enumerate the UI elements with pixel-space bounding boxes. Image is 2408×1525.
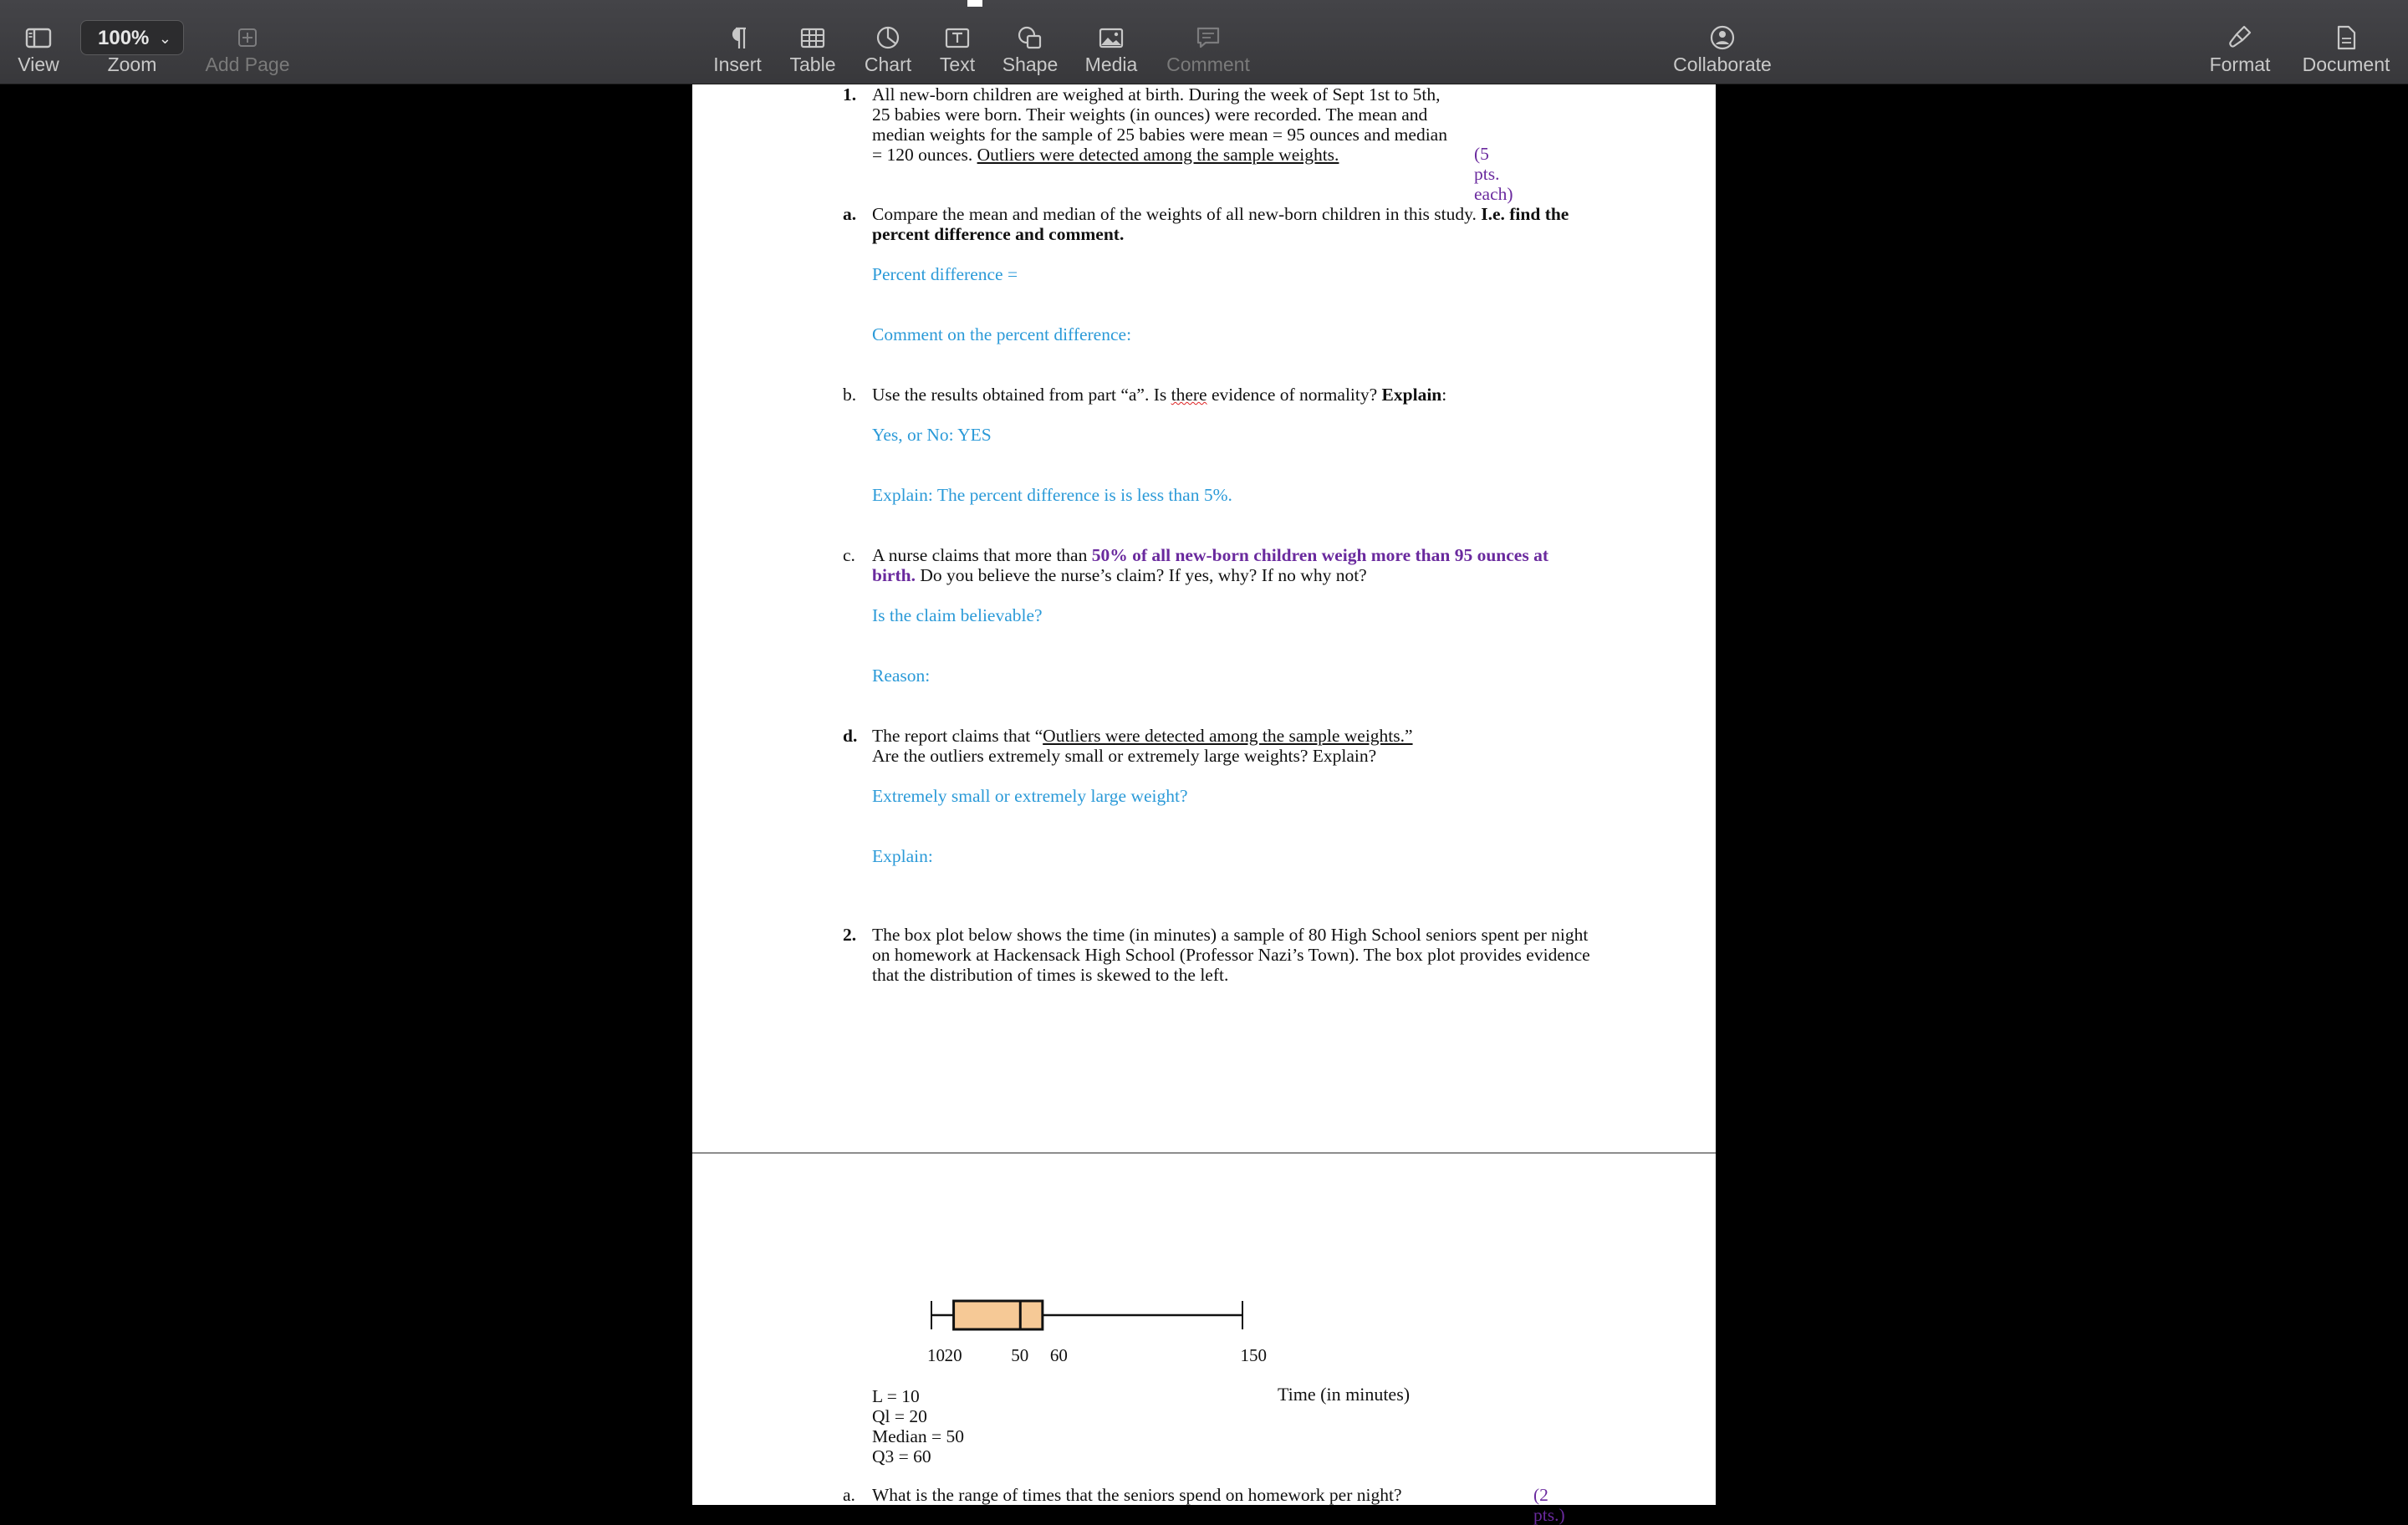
add-page-label: Add Page [205, 54, 290, 75]
points-label: (5 pts. each) [1474, 144, 1513, 204]
stat-line: L = 10 [872, 1386, 920, 1406]
part-text-colon: : [1441, 385, 1447, 405]
text-button[interactable] [928, 0, 987, 84]
text-box-icon [943, 23, 972, 52]
answer-small-large[interactable]: Extremely small or extremely large weight? [872, 786, 1188, 806]
image-icon [1097, 23, 1125, 52]
insert-button[interactable] [702, 0, 773, 84]
part-text-bold: Explain [1381, 385, 1442, 405]
part-text-main: The report claims that “ [872, 726, 1043, 746]
page-divider [692, 1152, 1716, 1154]
add-page-icon [233, 23, 262, 52]
zoom-value: 100% [98, 27, 150, 49]
media-button[interactable] [1074, 0, 1149, 84]
text-label: Text [939, 54, 976, 75]
shape-label: Shape [1002, 54, 1059, 75]
chart-label: Chart [864, 54, 912, 75]
box-plot-axis [893, 1345, 1278, 1370]
add-page-button[interactable] [197, 0, 298, 84]
paragraph-icon [723, 23, 752, 52]
spellcheck-word[interactable]: there [1171, 385, 1207, 405]
question-number: 1. [843, 84, 857, 105]
answer-believable[interactable]: Is the claim believable? [872, 605, 1043, 625]
part-text [872, 385, 1591, 405]
stat-line: Q3 = 60 [872, 1446, 931, 1466]
document-page[interactable] [692, 84, 1716, 1525]
tick-label: 60 [1049, 1345, 1068, 1365]
part-label: d. [843, 726, 858, 746]
part-text-highlight: 50% of all new-born children weigh more than 95 ounces at birth. [872, 545, 1548, 585]
view-button[interactable] [10, 0, 67, 84]
part-text [872, 545, 1574, 585]
part-text-post: Do you believe the nurse’s claim? If yes, why? If no why not? [920, 565, 1367, 585]
tick-label: 20 [944, 1345, 962, 1365]
tick-label: 50 [1011, 1345, 1029, 1365]
window-indicator [967, 0, 982, 7]
part-text-main: A nurse claims that more than [872, 545, 1088, 565]
comment-label: Comment [1166, 54, 1250, 75]
sidebar-icon [24, 23, 53, 52]
zoom-button[interactable] [94, 0, 171, 84]
collaborate-button[interactable] [1664, 0, 1781, 84]
stat-line: Ql = 20 [872, 1406, 927, 1426]
tick-label: 10 [927, 1345, 945, 1365]
part-text-post: evidence of normality? [1211, 385, 1378, 405]
chart-icon [874, 23, 902, 52]
iqr-box [954, 1301, 1043, 1329]
document-icon [2332, 23, 2360, 52]
part-text: What is the range of times that the seniors spend on homework per night? [872, 1485, 1402, 1505]
answer-reason[interactable]: Reason: [872, 666, 931, 686]
box-plot-stats [872, 1386, 964, 1466]
part-label: a. [843, 1485, 855, 1505]
part-text-main: Compare the mean and median of the weights of all new-born children in this study. [872, 204, 1477, 224]
answer-explain[interactable]: Explain: The percent difference is is less than 5%. [872, 485, 1232, 505]
part-label: b. [843, 385, 857, 405]
paintbrush-icon [2226, 23, 2254, 52]
answer-explain[interactable]: Explain: [872, 846, 933, 866]
part-text-underlined: Outliers were detected among the sample weights.” [1043, 726, 1413, 746]
part-label: c. [843, 545, 855, 565]
chevron-down-icon: ⌄ [158, 30, 171, 47]
answer-percent-difference[interactable]: Percent difference = [872, 264, 1018, 284]
document-button[interactable] [2294, 0, 2398, 84]
document-label: Document [2302, 54, 2390, 75]
question-text [872, 84, 1449, 165]
question-underlined: Outliers were detected among the sample weights. [977, 145, 1339, 165]
part-text [872, 204, 1591, 244]
stat-line: Median = 50 [872, 1426, 965, 1446]
collaborate-label: Collaborate [1673, 54, 1772, 75]
answer-comment[interactable]: Comment on the percent difference: [872, 324, 1132, 344]
points-label: (2 pts.) [1533, 1485, 1565, 1525]
table-label: Table [789, 54, 836, 75]
format-button[interactable] [2202, 0, 2278, 84]
shape-icon [1016, 23, 1044, 52]
toolbar [0, 0, 2408, 84]
part-text-main: Use the results obtained from part “a”. Is [872, 385, 1167, 405]
table-icon [798, 23, 827, 52]
format-label: Format [2209, 54, 2271, 75]
tick-label: 150 [1240, 1345, 1267, 1365]
media-label: Media [1084, 54, 1138, 75]
collaborate-icon [1708, 23, 1737, 52]
part-text-post: Are the outliers extremely small or extremely large weights? Explain? [872, 746, 1377, 766]
table-button[interactable] [779, 0, 846, 84]
question-text: The box plot below shows the time (in minutes) a sample of 80 High School seniors spent per night on homework at Hackensack High School (Professor Nazi’s Town). The box plot provides evidence that the distribution of times is skewed to the left. [872, 925, 1590, 985]
comment-button[interactable] [1162, 0, 1254, 84]
part-text-bold: I.e. find the percent difference and comment. [872, 204, 1569, 244]
comment-icon [1194, 23, 1222, 52]
shape-button[interactable] [995, 0, 1065, 84]
chart-button[interactable] [853, 0, 923, 84]
box-plot-xlabel: Time (in minutes) [1278, 1384, 1411, 1405]
answer-yes-no[interactable]: Yes, or No: YES [872, 425, 992, 445]
part-label: a. [843, 204, 857, 224]
question-number: 2. [843, 925, 857, 945]
question-intro: All new-born children are weighed at birth. During the week of Sept 1st to 5th, 25 babies were born. Their weights (in ounces) were recorded. The mean and median weights for the sample of 25 babies were mean = 95 ounces and median = 120 ounces. [872, 84, 1447, 165]
view-label: View [18, 54, 59, 75]
part-text [872, 726, 1591, 766]
insert-label: Insert [713, 54, 762, 75]
zoom-label: Zoom [107, 54, 157, 75]
